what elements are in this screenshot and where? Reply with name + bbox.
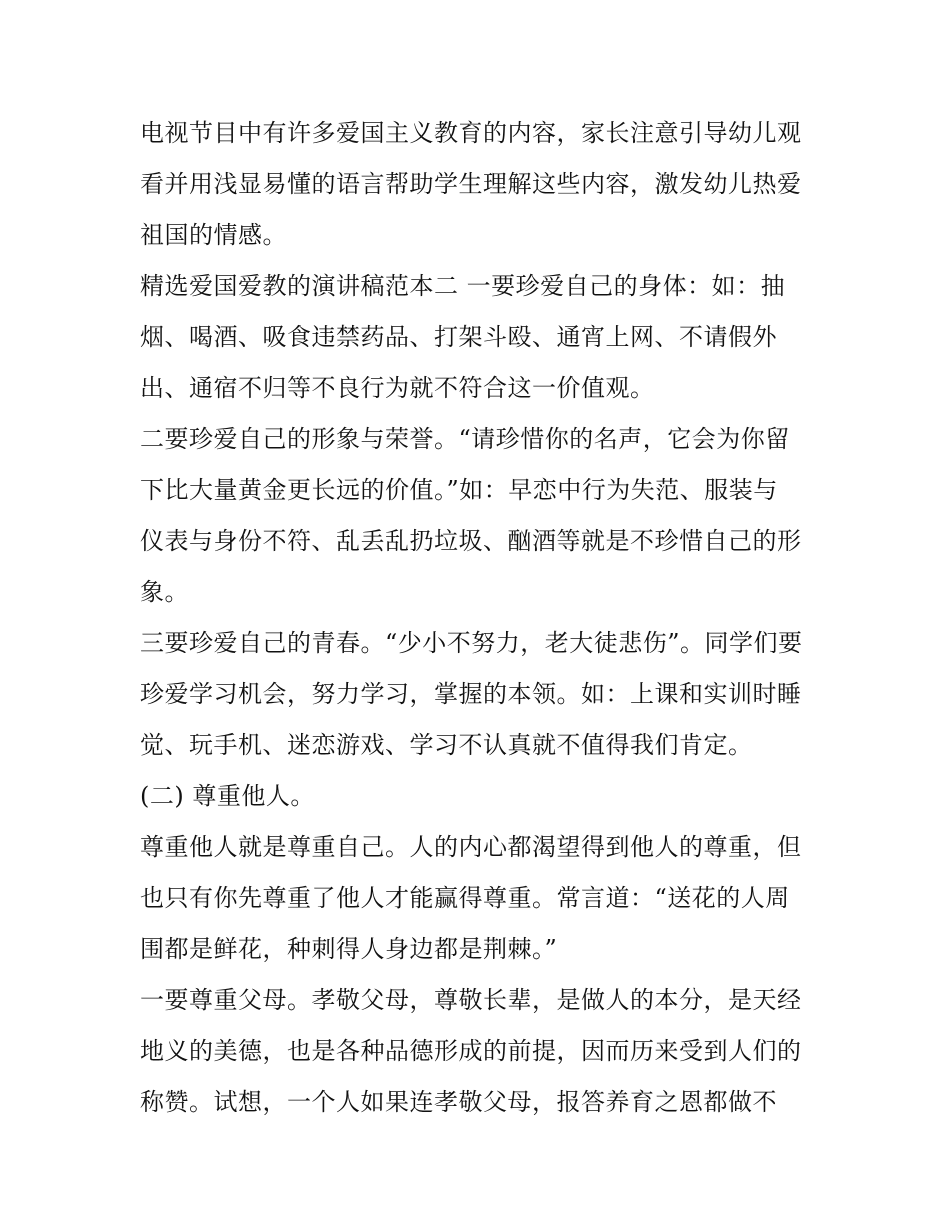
text-line: 看并用浅显易懂的语言帮助学生理解这些内容，激发幼儿热爱 bbox=[140, 170, 802, 198]
text-line: 祖国的情感。 bbox=[140, 221, 287, 249]
text-line: 出、通宿不归等不良行为就不符合这一价值观。 bbox=[140, 374, 655, 402]
text-line: 也只有你先尊重了他人才能赢得尊重。常言道：“送花的人周 bbox=[140, 884, 790, 912]
text-line: 烟、喝酒、吸食违禁药品、打架斗殴、通宵上网、不请假外 bbox=[140, 323, 777, 351]
text-line: 电视节目中有许多爱国主义教育的内容，家长注意引导幼儿观 bbox=[140, 119, 802, 147]
section-heading: (二) 尊重他人。 bbox=[140, 782, 315, 810]
text-line: 三要珍爱自己的青春。“少小不努力，老大徒悲伤”。同学们要 bbox=[140, 629, 803, 657]
text-line: 珍爱学习机会，努力学习，掌握的本领。如：上课和实训时睡 bbox=[140, 680, 802, 708]
text-line: 地义的美德，也是各种品德形成的前提，因而历来受到人们的 bbox=[140, 1037, 802, 1065]
text-line: 二要珍爱自己的形象与荣誉。“请珍惜你的名声，它会为你留 bbox=[140, 425, 790, 453]
text-line: 尊重他人就是尊重自己。人的内心都渴望得到他人的尊重，但 bbox=[140, 833, 802, 861]
text-line: 觉、玩手机、迷恋游戏、学习不认真就不值得我们肯定。 bbox=[140, 731, 753, 759]
text-line: 精选爱国爱教的演讲稿范本二 一要珍爱自己的身体：如：抽 bbox=[140, 272, 786, 300]
text-line: 一要尊重父母。孝敬父母，尊敬长辈，是做人的本分，是天经 bbox=[140, 986, 802, 1014]
text-line: 围都是鲜花，种刺得人身边都是荆棘。” bbox=[140, 935, 558, 963]
text-line: 象。 bbox=[140, 578, 189, 606]
body-text bbox=[140, 108, 820, 1128]
text-line: 称赞。试想，一个人如果连孝敬父母，报答养育之恩都做不 bbox=[140, 1088, 777, 1116]
text-line: 仪表与身份不符、乱丢乱扔垃圾、酗酒等就是不珍惜自己的形 bbox=[140, 527, 802, 555]
text-line: 下比大量黄金更长远的价值。”如：早恋中行为失范、服装与 bbox=[140, 476, 778, 504]
